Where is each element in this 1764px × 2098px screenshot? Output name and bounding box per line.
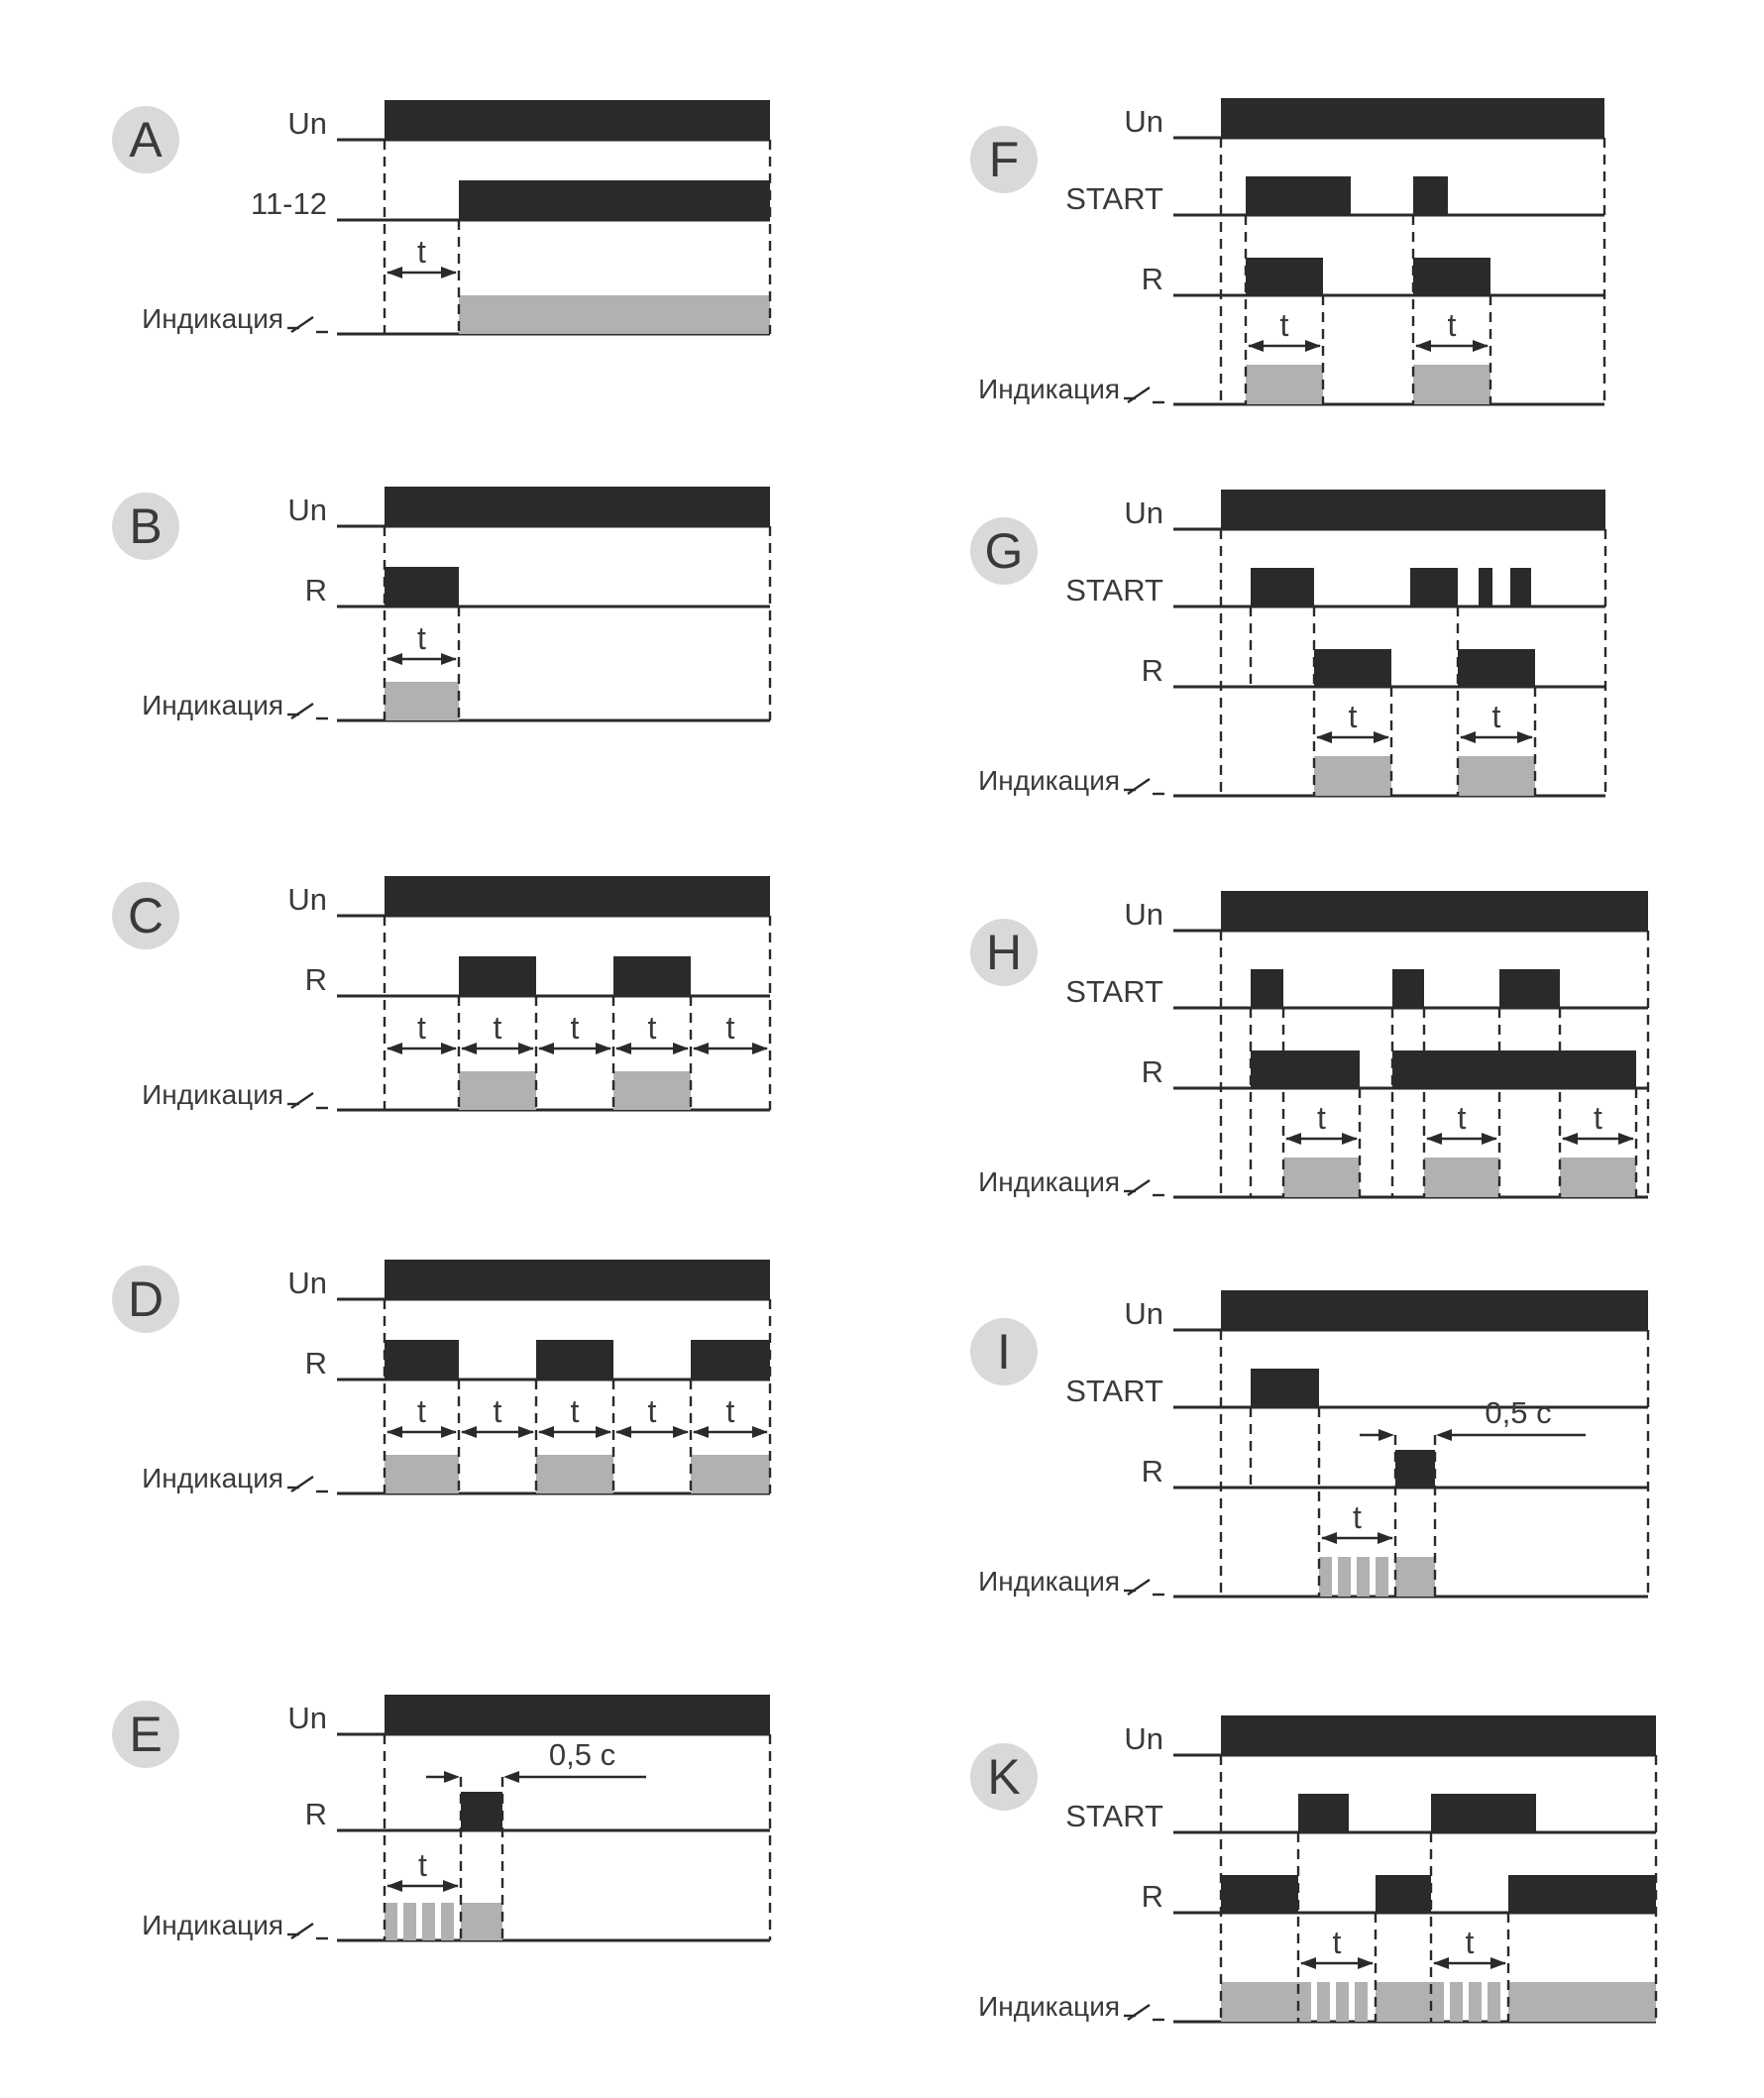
t-label: t (493, 1393, 502, 1429)
letter-badge (112, 493, 179, 560)
sig-bar (459, 956, 536, 996)
r-label: R (1141, 653, 1163, 688)
sig-bar (1251, 568, 1314, 607)
indication-label: Индикация (978, 1566, 1120, 1597)
t-label: t (1279, 307, 1289, 343)
t-arrow (1321, 1499, 1393, 1544)
r-bar (1508, 1875, 1656, 1913)
half-second-label: 0,5 c (1485, 1395, 1552, 1430)
half-second-dimension (426, 1737, 646, 1783)
indication-bar (613, 1071, 691, 1110)
letter-badge-text: I (997, 1324, 1011, 1380)
indication-label: Индикация (978, 1991, 1120, 2022)
sig-label: 11-12 (251, 186, 327, 221)
un-label: Un (1124, 1721, 1163, 1756)
diagram-H (970, 891, 1648, 1197)
t-arrow (1562, 1100, 1634, 1145)
indication-blink-stripe (403, 1903, 416, 1940)
t-arrow (693, 1010, 768, 1054)
sig-label: R (304, 1346, 327, 1380)
sig-bar (613, 956, 691, 996)
un-bar (385, 100, 770, 140)
sig-bar (691, 1340, 770, 1380)
t-label: t (417, 1393, 426, 1429)
indication-label: Индикация (142, 303, 283, 334)
letter-badge (970, 517, 1038, 585)
un-label: Un (287, 882, 327, 917)
un-label: Un (287, 1266, 327, 1300)
t-arrow (615, 1393, 689, 1438)
diagram-E (112, 1695, 770, 1940)
letter-badge-text: F (988, 132, 1020, 187)
letter-badge (112, 1701, 179, 1768)
indication-bar (691, 1455, 770, 1493)
un-bar (1221, 490, 1605, 529)
t-label: t (1332, 1925, 1342, 1960)
diagram-B (112, 487, 770, 720)
indication-label: Индикация (978, 374, 1120, 404)
letter-badge (970, 919, 1038, 986)
t-arrow (386, 1010, 457, 1054)
indication-blink-stripe (385, 1903, 397, 1940)
indication-blink-stripe (441, 1903, 454, 1940)
t-arrow (386, 1393, 457, 1438)
indication-label: Индикация (978, 1166, 1120, 1197)
sig-bar (1410, 568, 1458, 607)
un-label: Un (1124, 1296, 1163, 1331)
switch-contact-icon (1124, 387, 1164, 402)
t-label: t (647, 1393, 657, 1429)
un-bar (385, 1695, 770, 1734)
t-arrow (1433, 1925, 1506, 1969)
t-arrow (386, 620, 457, 665)
indication-bar (459, 1071, 536, 1110)
diagram-C (112, 876, 770, 1110)
sig-bar (1246, 176, 1351, 215)
un-bar (385, 487, 770, 526)
t-arrow (1415, 307, 1488, 352)
un-bar (1221, 98, 1604, 138)
sig-bar (1510, 568, 1531, 607)
r-bar (1314, 649, 1391, 687)
sig-label: R (304, 962, 327, 997)
diagram-K (970, 1715, 1656, 2022)
r-bar (1376, 1875, 1431, 1913)
diagram-G (970, 490, 1605, 796)
sig-bar (385, 567, 459, 607)
un-label: Un (1124, 104, 1163, 139)
un-label: Un (287, 493, 327, 527)
indication-bar (1221, 1982, 1298, 2022)
indication-bar (385, 1455, 459, 1493)
indication-bar (1395, 1557, 1435, 1597)
sig-bar (1251, 969, 1283, 1008)
switch-contact-icon (1124, 779, 1164, 794)
half-second-label: 0,5 c (548, 1737, 616, 1772)
indication-bar (461, 1903, 502, 1940)
t-arrow (461, 1010, 534, 1054)
indication-bar (536, 1455, 613, 1493)
sig-bar (1298, 1794, 1349, 1832)
r-bar (1395, 1450, 1435, 1488)
letter-badge-text: K (987, 1749, 1021, 1805)
letter-badge (112, 1266, 179, 1333)
letter-badge (112, 882, 179, 949)
t-label: t (1465, 1925, 1475, 1960)
indication-bar (1246, 365, 1323, 404)
indication-bar (1314, 756, 1391, 796)
indication-bar (1283, 1158, 1360, 1197)
indication-blink-stripe (1355, 1982, 1368, 2022)
indication-bar (385, 682, 459, 720)
sig-bar (461, 1792, 502, 1830)
letter-badge (970, 126, 1038, 193)
sig-bar (1392, 969, 1424, 1008)
switch-contact-icon (287, 1477, 328, 1491)
r-label: R (1141, 1054, 1163, 1089)
t-arrow (693, 1393, 768, 1438)
t-arrow (1426, 1100, 1497, 1145)
r-bar (1221, 1875, 1298, 1913)
t-label: t (493, 1010, 502, 1046)
t-label: t (570, 1393, 580, 1429)
indication-label: Индикация (142, 1079, 283, 1110)
sig-label: START (1065, 1374, 1163, 1408)
r-label: R (1141, 262, 1163, 296)
t-label: t (417, 620, 426, 656)
switch-contact-icon (287, 1093, 328, 1108)
indication-blink-stripe (1488, 1982, 1500, 2022)
indication-blink-stripe (1357, 1557, 1370, 1597)
indication-bar (1376, 1982, 1431, 2022)
switch-contact-icon (1124, 1580, 1164, 1595)
t-label: t (417, 234, 426, 270)
t-arrow (1285, 1100, 1358, 1145)
indication-blink-stripe (1376, 1557, 1388, 1597)
r-label: R (1141, 1454, 1163, 1489)
r-bar (1413, 258, 1490, 295)
indication-bar (459, 295, 770, 334)
t-label: t (1594, 1100, 1602, 1136)
un-label: Un (1124, 496, 1163, 530)
un-label: Un (287, 1701, 327, 1735)
t-arrow (1460, 699, 1533, 743)
indication-blink-stripe (422, 1903, 435, 1940)
t-arrow (538, 1010, 611, 1054)
un-label: Un (1124, 897, 1163, 932)
indication-blink-stripe (1338, 1557, 1351, 1597)
indication-blink-stripe (1431, 1982, 1444, 2022)
t-arrow (461, 1393, 534, 1438)
t-arrow (1248, 307, 1321, 352)
letter-badge (970, 1743, 1038, 1811)
un-bar (1221, 891, 1648, 931)
diagram-F (970, 98, 1604, 404)
indication-bar (1508, 1982, 1656, 2022)
switch-contact-icon (1124, 2005, 1164, 2020)
t-label: t (1317, 1100, 1326, 1136)
letter-badge-text: H (985, 925, 1023, 980)
r-bar (1251, 1050, 1360, 1088)
t-arrow (538, 1393, 611, 1438)
switch-contact-icon (287, 704, 328, 718)
r-label: R (1141, 1879, 1163, 1914)
sig-label: START (1065, 974, 1163, 1009)
letter-badge-text: D (127, 1271, 165, 1327)
un-label: Un (287, 106, 327, 141)
sig-bar (1479, 568, 1492, 607)
r-bar (1458, 649, 1535, 687)
letter-badge (112, 106, 179, 173)
sig-label: START (1065, 181, 1163, 216)
indication-label: Индикация (978, 765, 1120, 796)
diagram-A (112, 100, 770, 334)
sig-label: START (1065, 1799, 1163, 1833)
t-label: t (570, 1010, 580, 1046)
sig-bar (1431, 1794, 1536, 1832)
switch-contact-icon (287, 1924, 328, 1938)
t-label: t (1353, 1499, 1362, 1535)
t-label: t (647, 1010, 657, 1046)
letter-badge-text: C (127, 888, 165, 943)
sig-label: R (304, 1797, 327, 1831)
t-arrow (1316, 699, 1389, 743)
letter-badge-text: A (129, 112, 163, 167)
indication-label: Индикация (142, 1910, 283, 1940)
t-arrow (1300, 1925, 1374, 1969)
indication-label: Индикация (142, 690, 283, 720)
t-arrow (615, 1010, 689, 1054)
r-bar (1246, 258, 1323, 295)
t-label: t (417, 1010, 426, 1046)
r-bar (1392, 1050, 1636, 1088)
diagram-D (112, 1260, 770, 1493)
letter-badge-text: B (129, 498, 163, 554)
indication-blink-stripe (1450, 1982, 1463, 2022)
indication-blink-stripe (1298, 1982, 1311, 2022)
switch-contact-icon (1124, 1180, 1164, 1195)
t-label: t (418, 1847, 427, 1883)
indication-bar (1458, 756, 1535, 796)
letter-badge-text: E (129, 1707, 163, 1762)
indication-blink-stripe (1317, 1982, 1330, 2022)
t-label: t (1457, 1100, 1467, 1136)
letter-badge-text: G (984, 523, 1024, 579)
un-bar (1221, 1290, 1648, 1330)
indication-blink-stripe (1336, 1982, 1349, 2022)
switch-contact-icon (287, 317, 328, 332)
sig-label: START (1065, 573, 1163, 607)
half-second-dimension (1360, 1395, 1586, 1441)
sig-bar (1251, 1369, 1319, 1407)
un-bar (385, 1260, 770, 1299)
t-arrow (386, 234, 457, 278)
indication-bar (1424, 1158, 1499, 1197)
indication-blink-stripe (1469, 1982, 1482, 2022)
t-label: t (725, 1010, 735, 1046)
sig-bar (1499, 969, 1560, 1008)
t-arrow (386, 1847, 459, 1892)
t-label: t (1447, 307, 1457, 343)
t-label: t (1348, 699, 1358, 734)
un-bar (1221, 1715, 1656, 1755)
sig-label: R (304, 573, 327, 607)
t-label: t (725, 1393, 735, 1429)
t-label: t (1491, 699, 1501, 734)
sig-bar (459, 180, 770, 220)
sig-bar (1413, 176, 1448, 215)
diagram-I (970, 1290, 1648, 1597)
un-bar (385, 876, 770, 916)
indication-bar (1560, 1158, 1636, 1197)
indication-bar (1413, 365, 1490, 404)
letter-badge (970, 1318, 1038, 1385)
indication-label: Индикация (142, 1463, 283, 1493)
sig-bar (385, 1340, 459, 1380)
sig-bar (536, 1340, 613, 1380)
indication-blink-stripe (1319, 1557, 1332, 1597)
